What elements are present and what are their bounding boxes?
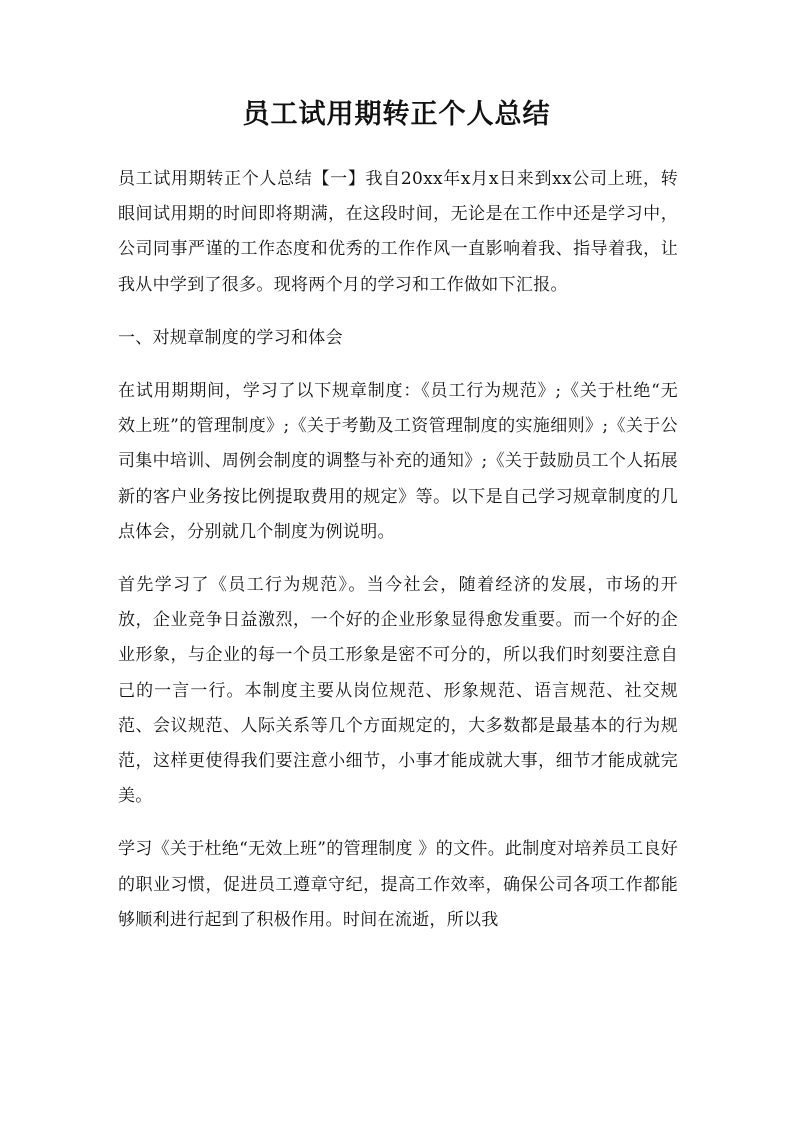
section-heading-rules: 一、对规章制度的学习和体会 — [118, 327, 343, 348]
document-title: 员工试用期转正个人总结 — [242, 99, 551, 130]
paragraph-invalid-work: 学习《关于杜绝“无效上班”的管理制度 》的文件。此制度对培养员工良好的职业习惯，促进员工遵章守纪，提高工作效率，确保公司各项工作都能够顺利进行起到了积极作用。时间在流逝，所以我 — [118, 839, 678, 930]
paragraph-conduct-norms: 首先学习了《员工行为规范》。当今社会，随着经济的发展，市场的开放，企业竞争日益激烈，一个好的企业形象显得愈发重要。而一个好的企业形象，与企业的每一个员工形象是密不可分的，所以我们时刻要注意自己的一言一行。本制度主要从岗位规范、形象规范、语言规范、社交规范、会议规范、人际关系等几个方面规定的，大多数都是最基本的行为规范，这样更使得我们要注意小细节，小事才能成就大事，细节才能成就完美。 — [118, 575, 678, 807]
paragraph-rules-list: 在试用期期间，学习了以下规章制度：《员工行为规范》;《关于杜绝“无效上班”的管理制度》;《关于考勤及工资管理制度的实施细则》;《关于公司集中培训、周例会制度的调整与补充的通知》;《关于鼓励员工个人拓展新的客户业务按比例提取费用的规定》等。以下是自己学习规章制度的几点体会，分别就几个制度为例说明。 — [118, 381, 678, 542]
paragraph-intro: 员工试用期转正个人总结【一】我自20xx年x月x日来到xx公司上班，转眼间试用期的时间即将期满，在这段时间，无论是在工作中还是学习中，公司同事严谨的工作态度和优秀的工作作风一直影响着我、指导着我，让我从中学到了很多。现将两个月的学习和工作做如下汇报。 — [118, 169, 678, 295]
document-body — [118, 162, 678, 956]
